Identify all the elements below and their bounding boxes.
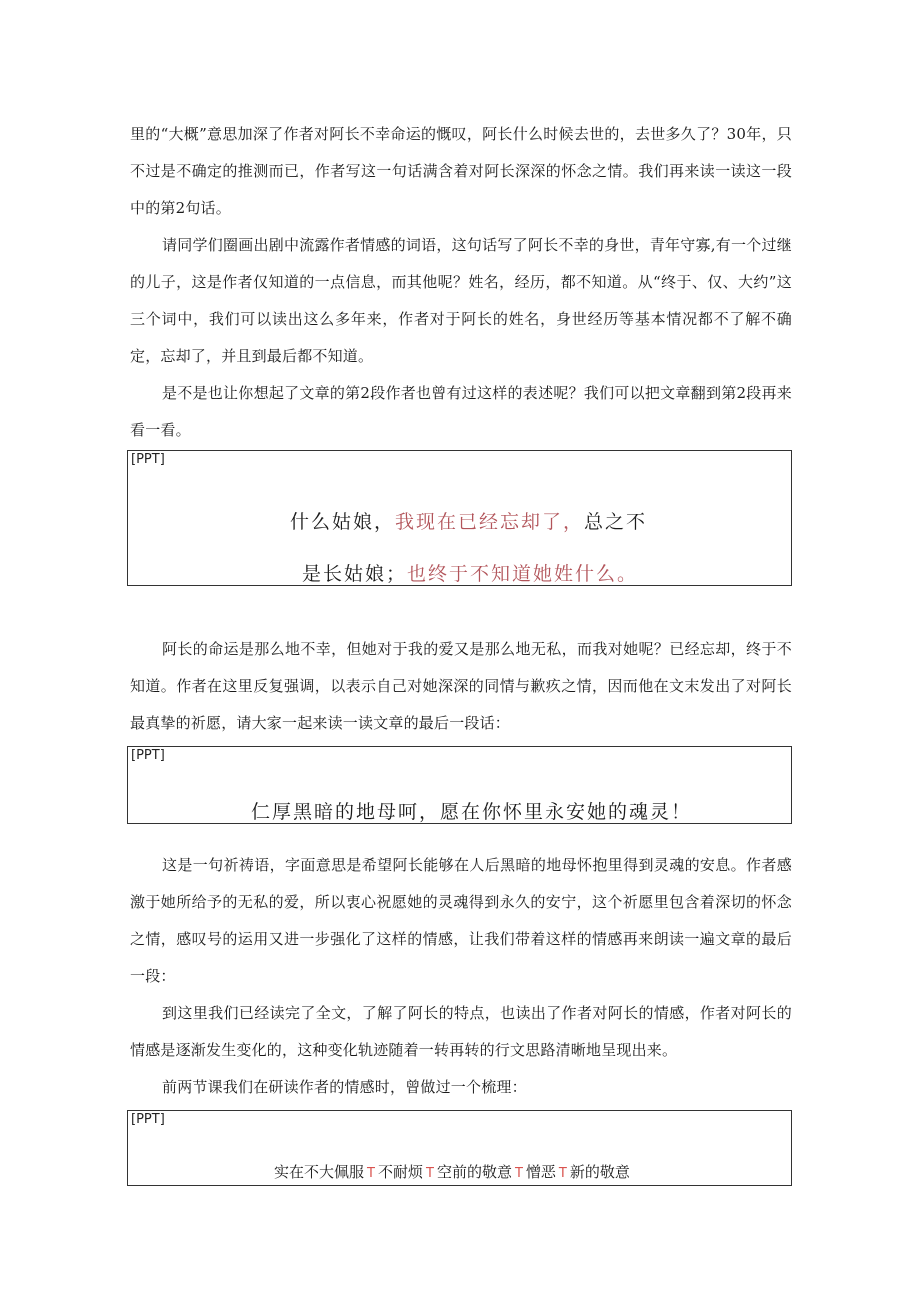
quote-line: 仁厚黑暗的地母呵，愿在你怀里永安她的魂灵！ [251,801,693,823]
ppt-box-3 [127,1110,792,1186]
quote-text: 是长姑娘； [302,563,408,585]
paragraph-3: 是不是也让你想起了文章的第2段作者也曾有过这样的表述呢？我们可以把文章翻到第2段再来看一看。 [130,384,792,439]
arrow-icon: T [558,1166,567,1181]
emotion-flow [274,1161,630,1182]
ppt-box-2 [127,746,792,824]
quote-line-2 [302,559,638,586]
ppt-tag: [PPT] [131,748,165,763]
emotion-step: 憎恶 [525,1163,556,1181]
emotion-step: 新的敬意 [569,1163,630,1181]
quote-text: 什么姑娘， [290,511,396,533]
quote-line-1 [290,507,647,534]
quote-highlight: 也终于不知道她姓什么。 [407,563,639,585]
arrow-icon: T [514,1166,523,1181]
paragraph-1: 里的“大概”意思加深了作者对阿长不幸命运的慨叹，阿长什么时候去世的，去世多久了？30年，只不过是不确定的推测而已，作者写这一句话满含着对阿长深深的怀念之情。我们再来读一读这一段中的第2句话。 [130,125,792,217]
emotion-step: 实在不大佩服 [274,1163,365,1181]
paragraph-7: 前两节课我们在研读作者的情感时，曾做过一个梳理： [162,1078,527,1096]
emotion-step: 空前的敬意 [436,1163,512,1181]
paragraph-5: 这是一句祈祷语，字面意思是希望阿长能够在人后黑暗的地母怀抱里得到灵魂的安息。作者感激于她所给予的无私的爱，所以衷心祝愿她的灵魂得到永久的安宁，这个祈愿里包含着深切的怀念之情，感叹号的运用又进一步强化了这样的情感，让我们带着这样的情感再来朗读一遍文章的最后一段： [130,856,792,985]
ppt-tag: [PPT] [131,452,165,467]
ppt-box-1 [127,450,792,586]
paragraph-4: 阿长的命运是那么地不幸，但她对于我的爱又是那么地无私，而我对她呢？已经忘却，终于不知道。作者在这里反复强调，以表示自己对她深深的同情与歉疚之情，因而他在文末发出了对阿长最真挚的祈愿，请大家一起来读一读文章的最后一段话： [130,640,792,732]
ppt-tag: [PPT] [131,1112,165,1127]
arrow-icon: T [425,1166,434,1181]
paragraph-2: 请同学们圈画出剧中流露作者情感的词语，这句话写了阿长不幸的身世，青年守寡,有一个过继的儿子，这是作者仅知道的一点信息，而其他呢？姓名，经历，都不知道。从“终于、仅、大约”这三个词中，我们可以读出这么多年来，作者对于阿长的姓名，身世经历等基本情况都不了解不确定，忘却了，并且到最后都不知道。 [130,236,792,365]
emotion-step: 不耐烦 [377,1163,423,1181]
quote-text: 总之不 [584,511,648,533]
arrow-icon: T [367,1166,375,1181]
quote-highlight: 我现在已经忘却了， [395,511,585,533]
paragraph-6: 到这里我们已经读完了全文，了解了阿长的特点，也读出了作者对阿长的情感，作者对阿长的情感是逐渐发生变化的，这种变化轨迹随着一转再转的行文思路清晰地呈现出来。 [130,1004,792,1059]
